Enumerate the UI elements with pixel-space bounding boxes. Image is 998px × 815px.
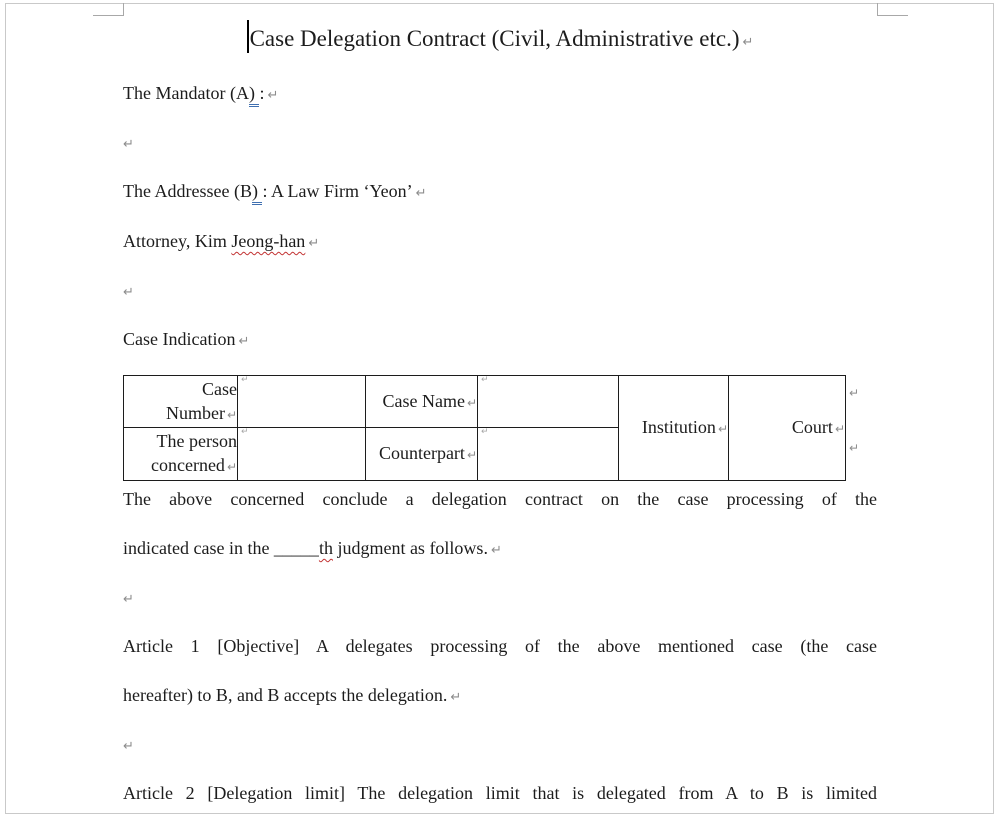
row-end-mark-icon: ↵	[849, 386, 860, 400]
cell-institution-label[interactable]	[619, 376, 729, 481]
paragraph-mark-icon: ↵	[226, 407, 237, 422]
paragraph-mandator[interactable]	[123, 80, 877, 109]
paragraph-mark-icon: ↵	[308, 236, 320, 251]
margin-crop-mark-top-right	[877, 3, 908, 16]
paragraph-empty-1[interactable]	[123, 129, 877, 158]
paragraph-mark-icon: ↵	[481, 427, 489, 437]
paragraph-addressee[interactable]	[123, 178, 877, 207]
paragraph-mark-icon: ↵	[267, 88, 279, 103]
person-concerned-line-1: The person	[156, 431, 237, 451]
paragraph-mark-icon: ↵	[466, 448, 477, 462]
cell-case-name-label[interactable]	[366, 376, 478, 428]
case-indication-table	[123, 375, 846, 481]
paragraph-mark-icon: ↵	[123, 592, 134, 607]
paragraph-delegation-line-2[interactable]	[123, 535, 877, 564]
paragraph-mark-icon: ↵	[123, 137, 134, 152]
article1-line1-text: Article 1 [Objective] A delegates processing of the above mentioned case (the case	[123, 636, 877, 656]
paragraph-empty-4[interactable]	[123, 731, 877, 760]
cell-counterpart-value[interactable]	[478, 428, 619, 481]
case-number-line-1: Case	[202, 378, 237, 399]
mandator-text: The Mandator (A) :	[123, 83, 264, 107]
case-number-line-2: Number ↵	[165, 402, 237, 423]
cell-case-number-label[interactable]	[124, 376, 238, 428]
paragraph-article1-line-1[interactable]	[123, 633, 877, 659]
delegation-line2-text: indicated case in the _____th judgment as follows.	[123, 538, 488, 558]
text-cursor	[247, 20, 249, 53]
margin-crop-mark-top-left	[93, 3, 124, 16]
cell-court-label[interactable]	[729, 376, 846, 481]
cell-person-concerned-label[interactable]	[124, 428, 238, 481]
paragraph-mark-icon: ↵	[241, 427, 249, 437]
paragraph-empty-2[interactable]	[123, 277, 877, 306]
paragraph-article1-line-2[interactable]	[123, 682, 877, 711]
court-text: Court	[791, 417, 833, 437]
paragraph-mark-icon: ↵	[481, 375, 489, 385]
paragraph-mark-icon: ↵	[490, 543, 502, 558]
paragraph-attorney[interactable]	[123, 228, 877, 257]
counterpart-text: Counterpart	[378, 443, 465, 463]
paragraph-mark-icon: ↵	[123, 285, 134, 300]
person-concerned-line-2: concerned ↵	[150, 455, 237, 475]
paragraph-article2-line-1[interactable]	[123, 780, 877, 806]
addressee-text: The Addressee (B) : A Law Firm ‘Yeon’	[123, 181, 413, 205]
paragraph-mark-icon: ↵	[450, 690, 462, 705]
paragraph-mark-icon: ↵	[238, 334, 250, 349]
paragraph-mark-icon: ↵	[123, 739, 134, 754]
row-end-mark-icon: ↵	[849, 441, 860, 455]
cell-case-number-value[interactable]	[238, 376, 366, 428]
paragraph-delegation-line-1[interactable]	[123, 486, 877, 512]
cell-case-name-value[interactable]	[478, 376, 619, 428]
document-title: Case Delegation Contract (Civil, Administrative etc.)	[249, 26, 740, 51]
paragraph-mark-icon: ↵	[466, 395, 477, 410]
delegation-line1-text: The above concerned conclude a delegation contract on the case processing of the	[123, 489, 877, 509]
paragraph-mark-icon: ↵	[241, 375, 249, 385]
paragraph-mark-icon: ↵	[717, 422, 728, 436]
article1-line2-text: hereafter) to B, and B accepts the delegation.	[123, 685, 448, 705]
document-title-line[interactable]	[123, 20, 877, 60]
paragraph-mark-icon: ↵	[834, 422, 845, 436]
case-indication-text: Case Indication	[123, 329, 236, 349]
paragraph-mark-icon: ↵	[226, 460, 237, 474]
paragraph-case-indication[interactable]	[123, 326, 877, 355]
institution-text: Institution	[641, 417, 716, 437]
paragraph-mark-icon: ↵	[742, 35, 754, 50]
attorney-text: Attorney, Kim Jeong-han	[123, 231, 306, 251]
cell-person-concerned-value[interactable]	[238, 428, 366, 481]
paragraph-mark-icon: ↵	[415, 186, 427, 201]
paragraph-empty-3[interactable]	[123, 584, 877, 613]
cell-counterpart-label[interactable]	[366, 428, 478, 481]
case-name-text: Case Name	[382, 390, 465, 411]
article2-line1-text: Article 2 [Delegation limit] The delegation limit that is delegated from A to B is limited	[123, 783, 877, 803]
